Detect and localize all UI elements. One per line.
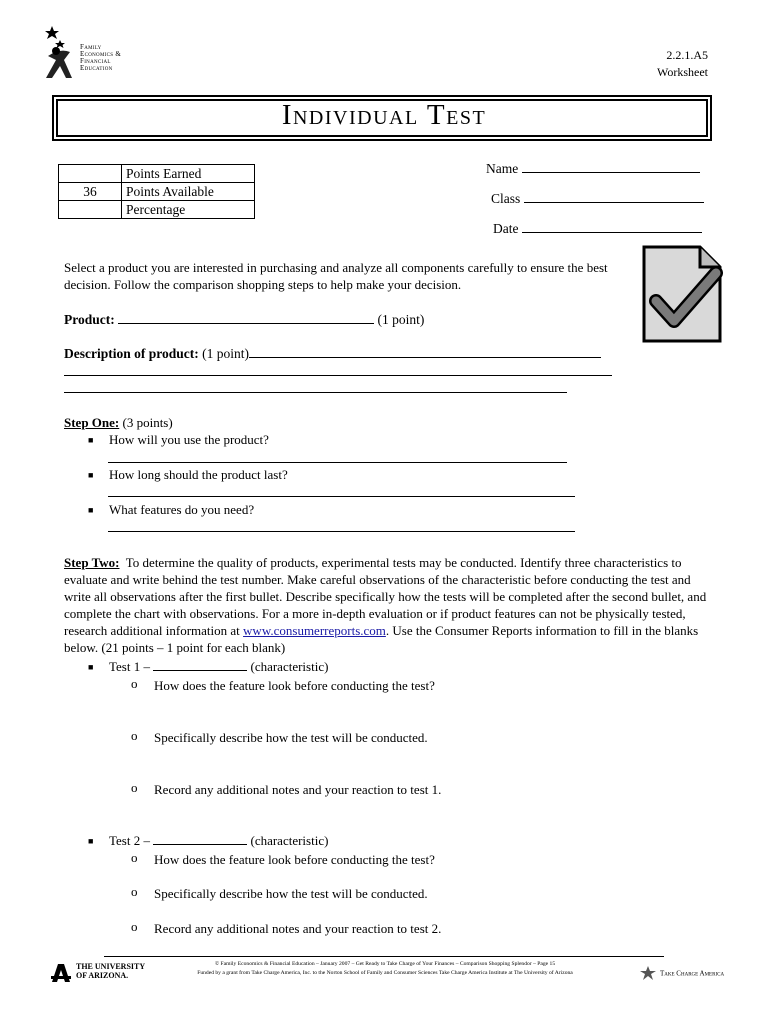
intro-text: Select a product you are interested in purchasing and analyze all components carefully to ensure the best decision. Follow the comparison shopping steps to help make your decision. (64, 260, 608, 292)
doc-number: 2.2.1.A5 (666, 48, 708, 62)
step-two-text-end: . Use the Consumer Reports information to fill in the blanks below. (21 points – 1 point for each blank) (64, 623, 699, 655)
table-row (59, 183, 255, 201)
test-2-characteristic-blank[interactable] (153, 844, 247, 845)
test-1-characteristic-blank[interactable] (153, 670, 247, 671)
logo-text (80, 44, 121, 72)
answer-line[interactable] (108, 462, 567, 463)
step-two-label: Step Two: (64, 555, 120, 570)
document-code (657, 47, 708, 81)
step-one-question: How will you use the product? (109, 432, 269, 447)
step-two-paragraph (64, 554, 720, 656)
square-bullet-icon: ■ (88, 662, 94, 672)
answer-line[interactable] (108, 531, 575, 532)
date-label: Date (493, 221, 519, 236)
tca-text: Take Charge America (660, 969, 725, 978)
description-line-3[interactable] (64, 392, 567, 393)
step-one-question: What features do you need? (109, 502, 255, 517)
circle-bullet-icon: o (131, 676, 138, 691)
step-one-heading (64, 414, 173, 431)
footer-text (120, 960, 650, 978)
logo-line-1: Family (80, 43, 102, 51)
points-earned-label: Points Earned (122, 165, 255, 183)
square-bullet-icon: ■ (88, 470, 94, 480)
table-row (59, 201, 255, 219)
test-1-item: How does the feature look before conducting the test? (154, 678, 435, 693)
class-field[interactable] (491, 191, 704, 207)
circle-bullet-icon: o (131, 884, 138, 899)
circle-bullet-icon: o (131, 780, 138, 795)
test-1-suffix: (characteristic) (250, 659, 329, 674)
percentage-label: Percentage (122, 201, 255, 219)
test-1-heading (109, 658, 328, 675)
circle-bullet-icon: o (131, 919, 138, 934)
take-charge-america-logo (640, 964, 724, 982)
square-bullet-icon: ■ (88, 435, 94, 445)
page-title: Individual Test (281, 99, 487, 131)
points-earned-value[interactable] (59, 165, 122, 183)
test-2-heading (109, 832, 328, 849)
name-field[interactable] (486, 161, 700, 177)
university-of-arizona-logo (50, 962, 145, 984)
description-line-2[interactable] (64, 375, 612, 376)
date-field[interactable] (493, 221, 702, 237)
logo-line-3: Financial (80, 57, 111, 65)
circle-bullet-icon: o (131, 728, 138, 743)
product-label: Product: (64, 312, 115, 327)
step-one-points: (3 points) (122, 415, 173, 430)
test-2-suffix: (characteristic) (250, 833, 329, 848)
test-1-label: Test 1 – (109, 659, 150, 674)
description-blank[interactable] (249, 357, 601, 358)
logo-line-4: Education (80, 64, 113, 72)
step-two-text: To determine the quality of products, experimental tests may be conducted. Identify three characteristics to evaluate and write behind the test number. Make careful observations of the characteristic before conducting the test and write all observations after the first bullet. Describe specifically how the tests will be completed after the second bullet, and complete the chart with observations. For a more in-depth evaluation or if product features can not be physically tested, research additional information at (64, 555, 707, 638)
class-blank[interactable] (524, 202, 704, 203)
points-available-value: 36 (59, 183, 122, 201)
description-label: Description of product: (64, 346, 199, 361)
product-points: (1 point) (377, 312, 425, 327)
footer-copyright: © Family Economics & Financial Education – January 2007 – Get Ready to Take Charge of Your Finances – Comparison Shopping Splendor – Page 15 (214, 961, 556, 967)
answer-line[interactable] (108, 496, 575, 497)
test-2-item: Record any additional notes and your reaction to test 2. (154, 921, 442, 936)
description-points: (1 point) (202, 346, 249, 361)
table-row (59, 165, 255, 183)
arizona-a-icon (50, 962, 72, 984)
square-bullet-icon: ■ (88, 836, 94, 846)
tca-star-icon (640, 966, 656, 980)
date-blank[interactable] (522, 232, 702, 233)
points-table (58, 164, 255, 219)
name-blank[interactable] (522, 172, 700, 173)
step-one-label: Step One: (64, 415, 120, 430)
test-2-item: How does the feature look before conducting the test? (154, 852, 435, 867)
footer-funding: Funded by a grant from Take Charge America, Inc. to the Norton School of Family and Consumer Sciences Take Charge America Institute at The University of Arizona (197, 970, 573, 976)
footer-divider (104, 956, 664, 957)
checklist-document-icon (640, 243, 724, 350)
product-field[interactable] (64, 311, 424, 328)
logo-line-2: Economics & (80, 50, 122, 58)
test-2-label: Test 2 – (109, 833, 150, 848)
points-available-label: Points Available (122, 183, 255, 201)
percentage-value[interactable] (59, 201, 122, 219)
consumer-reports-link[interactable]: www.consumerreports.com (243, 623, 386, 638)
description-field[interactable] (64, 345, 601, 362)
name-label: Name (486, 161, 519, 176)
ua-line-2: OF ARIZONA. (76, 971, 129, 980)
test-1-item: Specifically describe how the test will be conducted. (154, 730, 428, 745)
circle-bullet-icon: o (131, 850, 138, 865)
test-2-item: Specifically describe how the test will be conducted. (154, 886, 428, 901)
ua-line-1: THE UNIVERSITY (76, 962, 146, 971)
product-blank[interactable] (118, 323, 374, 324)
star-figure-icon (42, 26, 82, 82)
test-1-item: Record any additional notes and your reaction to test 1. (154, 782, 442, 797)
step-one-question: How long should the product last? (109, 467, 288, 482)
doc-type: Worksheet (656, 65, 708, 79)
class-label: Class (491, 191, 521, 206)
square-bullet-icon: ■ (88, 505, 94, 515)
